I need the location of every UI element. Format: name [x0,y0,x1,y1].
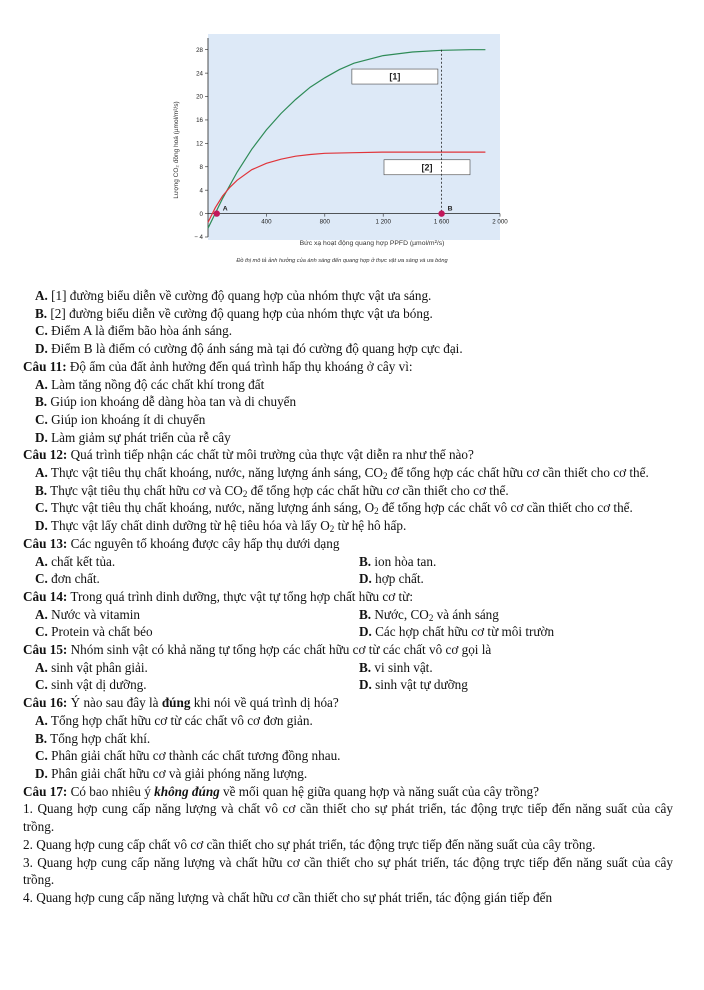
option-16-0 [23,712,673,730]
option-14b: B. Nước, $CO_2$ và ánh sáng [359,606,499,623]
question-12: Câu 12: Quá trình tiếp nhận các chất từ môi trường của thực vật diễn ra như thế nào? [23,447,474,463]
option-10-3 [23,340,673,358]
y-tick-label: 20 [196,93,203,101]
statement-3: 3. Quang hợp cung cấp năng lượng và chất hữu cơ cần thiết cho sự phát triển, tác động trực tiếp đến năng suất của cây trồng. [23,854,673,888]
option-12c: C. Thực vật tiêu thụ chất khoáng, nước, năng lượng ánh sáng, $O_2$ để tổng hợp các chất vô cơ cần thiết cho cơ thể. [35,500,633,517]
option-15a: A. sinh vật phân giải. [35,659,148,675]
y-tick-label: 12 [196,140,203,148]
point-b-marker [438,210,444,216]
option-15b: B. vi sinh vật. [359,659,433,675]
options-14-row2 [23,623,673,641]
option-key: D. [35,341,48,357]
y-tick-label: 0 [199,210,203,218]
x-tick-label: 1 600 [433,218,450,226]
option-text: Giúp ion khoáng ít di chuyển [47,411,206,427]
option-14a: A. Nước và vitamin [35,606,140,622]
question-17-statements [23,800,673,906]
option-key: C. [35,411,48,427]
question-17: Câu 17: Có bao nhiêu ý không đúng về mối quan hệ giữa quang hợp và năng suất của cây trồng? [23,783,539,799]
point-a-label: A [222,205,228,213]
option-key: A. [35,288,48,303]
option-text: Làm giảm sự phát triển của rễ cây [47,429,231,445]
statement-4: 4. Quang hợp cung cấp năng lượng và chất hữu cơ cần thiết cho sự phát triển, tác động gián tiếp đến [23,889,553,905]
statement-1: 1. Quang hợp cung cấp năng lượng và chất vô cơ cần thiết cho sự phát triển, tác động trực tiếp đến năng suất của cây trồng. [23,801,673,835]
option-key: D. [35,429,48,445]
option-12b: B. Thực vật tiêu thụ chất hữu cơ và $CO_2$ để tổng hợp các chất hữu cơ cần thiết cho cơ thể. [35,482,509,499]
x-tick-label: 2 000 [492,218,508,226]
point-b-label: B [447,205,453,213]
x-tick-label: 1 200 [375,218,391,226]
question-document [23,287,673,907]
option-16-1 [23,730,673,748]
option-11-2 [23,411,673,429]
x-tick-label: 400 [261,218,272,226]
option-key: B. [35,394,48,410]
options-15-row2 [23,676,673,694]
options-14-row1 [23,606,673,624]
y-tick-label: − 4 [194,234,203,242]
options-15-row1 [23,659,673,677]
option-15c: C. sinh vật dị dưỡng. [35,677,147,693]
option-text: Phân giải chất hữu cơ và giải phóng năng lượng. [47,765,308,781]
option-key: C. [35,323,48,339]
y-tick-label: 24 [196,70,203,78]
option-text: Tổng hợp chất hữu cơ từ các chất vô cơ đơn giản. [47,712,313,728]
option-12d: D. Thực vật lấy chất dinh dưỡng từ hệ tiêu hóa và lấy $O_2$ từ hệ hô hấp. [35,518,407,535]
question-13: Câu 13: Các nguyên tố khoáng được cây hấp thụ dưới dạng [23,535,340,551]
point-a-marker [214,210,220,216]
question-11: Câu 11: Độ ẩm của đất ảnh hưởng đến quá trình hấp thụ khoáng ở cây vì: [23,358,413,374]
option-11-1 [23,393,673,411]
option-key: B. [35,730,48,746]
plot-background [208,34,500,240]
option-key: B. [35,305,48,321]
y-axis-label: Lượng CO₂ đồng hoá (µmol/m²/s) [173,101,180,199]
options-13-row2 [23,570,673,588]
y-tick-label: 28 [196,46,203,54]
option-text: Điểm A là điểm bão hòa ánh sáng. [47,323,233,339]
x-axis-label: Bức xạ hoạt động quang hợp PPFD (µmol/m²/s) [299,240,445,247]
option-13d: D. hợp chất. [359,571,424,587]
option-key: A. [35,376,48,392]
option-text: Tổng hợp chất khí. [47,730,151,746]
chart-caption: Đồ thị mô tả ảnh hưởng của ánh sáng đến quang hợp ở thực vật ưa sáng và ưa bóng [236,258,448,264]
question-11-options [23,376,673,447]
question-16-options [23,712,673,783]
option-11-0 [23,376,673,394]
options-13-row1 [23,553,673,571]
option-16-3 [23,765,673,783]
series-label-2: [2] [421,162,433,173]
option-10-2 [23,322,673,340]
light-photosynthesis-chart [150,32,530,270]
option-text: Làm tăng nồng độ các chất khí trong đất [47,376,265,392]
option-12a: A. Thực vật tiêu thụ chất khoáng, nước, năng lượng ánh sáng, $CO_2$ để tổng hợp các chất hữu cơ cần thiết cho cơ thể. [35,465,649,482]
option-13a: A. chất kết tủa. [35,553,116,569]
option-key: A. [35,712,48,728]
option-text: [2] đường biểu diễn về cường độ quang hợp của nhóm thực vật ưa bóng. [47,305,433,321]
option-text: Điểm B là điểm có cường độ ánh sáng mà tại đó cường độ quang hợp cực đại. [47,341,463,357]
option-text: [1] đường biểu diễn về cường độ quang hợp của nhóm thực vật ưa sáng. [47,288,432,303]
statement-2: 2. Quang hợp cung cấp chất vô cơ cần thiết cho sự phát triển, tác động trực tiếp đến năng suất của cây trồng. [23,836,596,852]
option-16-2 [23,747,673,765]
question-10-options [23,287,673,358]
option-14c: C. Protein và chất béo [35,624,153,640]
option-11-3 [23,429,673,447]
option-15d: D. sinh vật tự dưỡng [359,677,468,693]
question-14: Câu 14: Trong quá trình dinh dưỡng, thực vật tự tổng hợp chất hữu cơ từ: [23,588,413,604]
option-key: D. [35,765,48,781]
y-tick-label: 4 [199,187,203,195]
option-13c: C. đơn chất. [35,571,100,587]
option-10-0 [23,287,673,305]
series-label-1: [1] [389,71,401,82]
question-15: Câu 15: Nhóm sinh vật có khả năng tự tổng hợp các chất hữu cơ từ các chất vô cơ gọi là [23,642,492,658]
y-tick-label: 8 [199,163,203,171]
y-tick-label: 16 [196,117,203,125]
option-text: Giúp ion khoáng dễ dàng hòa tan và di chuyển [47,394,297,410]
option-14d: D. Các hợp chất hữu cơ từ môi trườn [359,624,555,640]
x-tick-label: 800 [319,218,330,226]
option-text: Phân giải chất hữu cơ thành các chất tương đồng nhau. [47,748,341,764]
option-key: C. [35,748,48,764]
option-13b: B. ion hòa tan. [359,553,437,569]
question-16: Câu 16: Ý nào sau đây là đúng khi nói về quá trình dị hóa? [23,695,339,711]
option-10-1 [23,305,673,323]
